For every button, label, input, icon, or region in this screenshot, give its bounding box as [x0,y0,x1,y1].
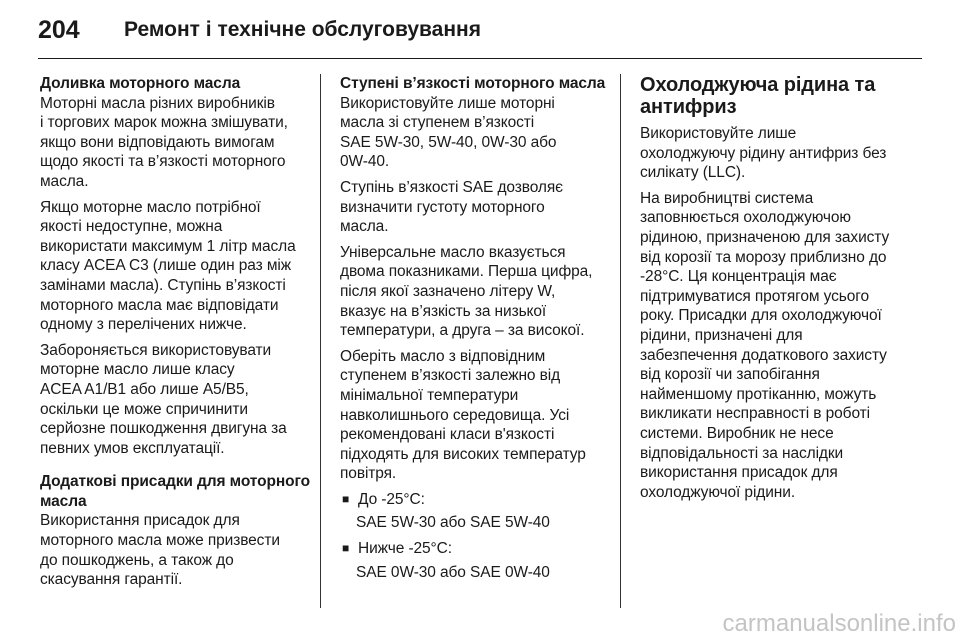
paragraph: Використання присадок для моторного масла може призвести до пошкоджень, а також до скасування гарантії. [40,512,280,589]
column-divider-2 [620,74,621,608]
bullet-label: Нижче -25°C: [358,540,452,558]
paragraph: Використовуйте лише охолоджуючу рідину антифриз без силікату (LLC). [640,125,887,182]
column-3 [640,74,922,508]
bullet-value: SAE 0W-30 або SAE 0W-40 [356,563,550,581]
paragraph: Універсальне масло вказується двома показниками. Перша цифра, після якої зазначено літеру W, вказує на в’язкість за низької температури, а друга – за високої. [340,243,593,340]
section-heading-oil-additives: Додаткові присадки для моторного масла [40,473,310,510]
bullet-label: До -25°C: [358,490,425,508]
section-heading-oil-topup: Доливка моторного масла [40,75,241,92]
paragraph: Забороняється використовувати моторне масло лише класу ACEA A1/B1 або лише A5/B5, оскільки це може спричинити серйозне пошкодження двигуна за певних умов експлуатації. [40,341,287,457]
watermark: carmanualsonline.info [722,610,956,637]
paragraph: Оберіть масло з відповідним ступенем в’язкості залежно від мінімальної температури навколишнього середовища. Усі рекомендовані класи в'язкості підходять для високих температур повітря. [340,347,586,483]
paragraph: Моторні масла різних виробників і торгових марок можна змішувати, якщо вони відповідають вимогам щодо якості та в’язкості моторного масла. [40,94,288,190]
section-heading-viscosity: Ступені в’язкості моторного масла [340,75,606,92]
spacer [40,464,312,472]
column-divider-1 [320,74,321,608]
paragraph: Якщо моторне масло потрібної якості недоступне, можна використати максимум 1 літр масла класу ACEA C3 (лише один раз між замінами масла). Ступінь в’язкості моторного масла має відповідати одному з перелічених нижче. [40,198,296,334]
square-bullet-icon: ■ [342,541,350,556]
section-heading-coolant: Охолоджуюча рідина та антифриз [640,74,876,118]
square-bullet-icon: ■ [342,491,350,506]
bullet-item [340,539,612,559]
header-divider [38,58,922,59]
page-number: 204 [38,15,80,44]
bullet-value: SAE 5W-30 або SAE 5W-40 [356,514,550,532]
page-title: Ремонт і технічне обслуговування [124,18,481,41]
paragraph: Використовуйте лише моторні масла зі ступенем в’язкості SAE 5W-30, 5W-40, 0W-30 або 0W-40. [340,94,557,171]
page-header [38,10,481,50]
column-1 [40,74,312,596]
column-2 [340,74,612,588]
paragraph: На виробництві система заповнюється охолоджуючою рідиною, призначеною для захисту від корозії та морозу приблизно до -28°C. Ця концентрація має підтримуватися протягом усього року. Присадки для охолоджуючої рідини, призначені для забезпечення додаткового захисту від корозії чи запобігання найменшому протіканню, можуть викликати несправності в роботі системи. Виробник не несе відповідальності за наслідки використання присадок для охолоджуючої рідини. [640,189,890,501]
paragraph: Ступінь в’язкості SAE дозволяє визначити густоту моторного масла. [340,178,563,236]
bullet-item [340,490,612,510]
